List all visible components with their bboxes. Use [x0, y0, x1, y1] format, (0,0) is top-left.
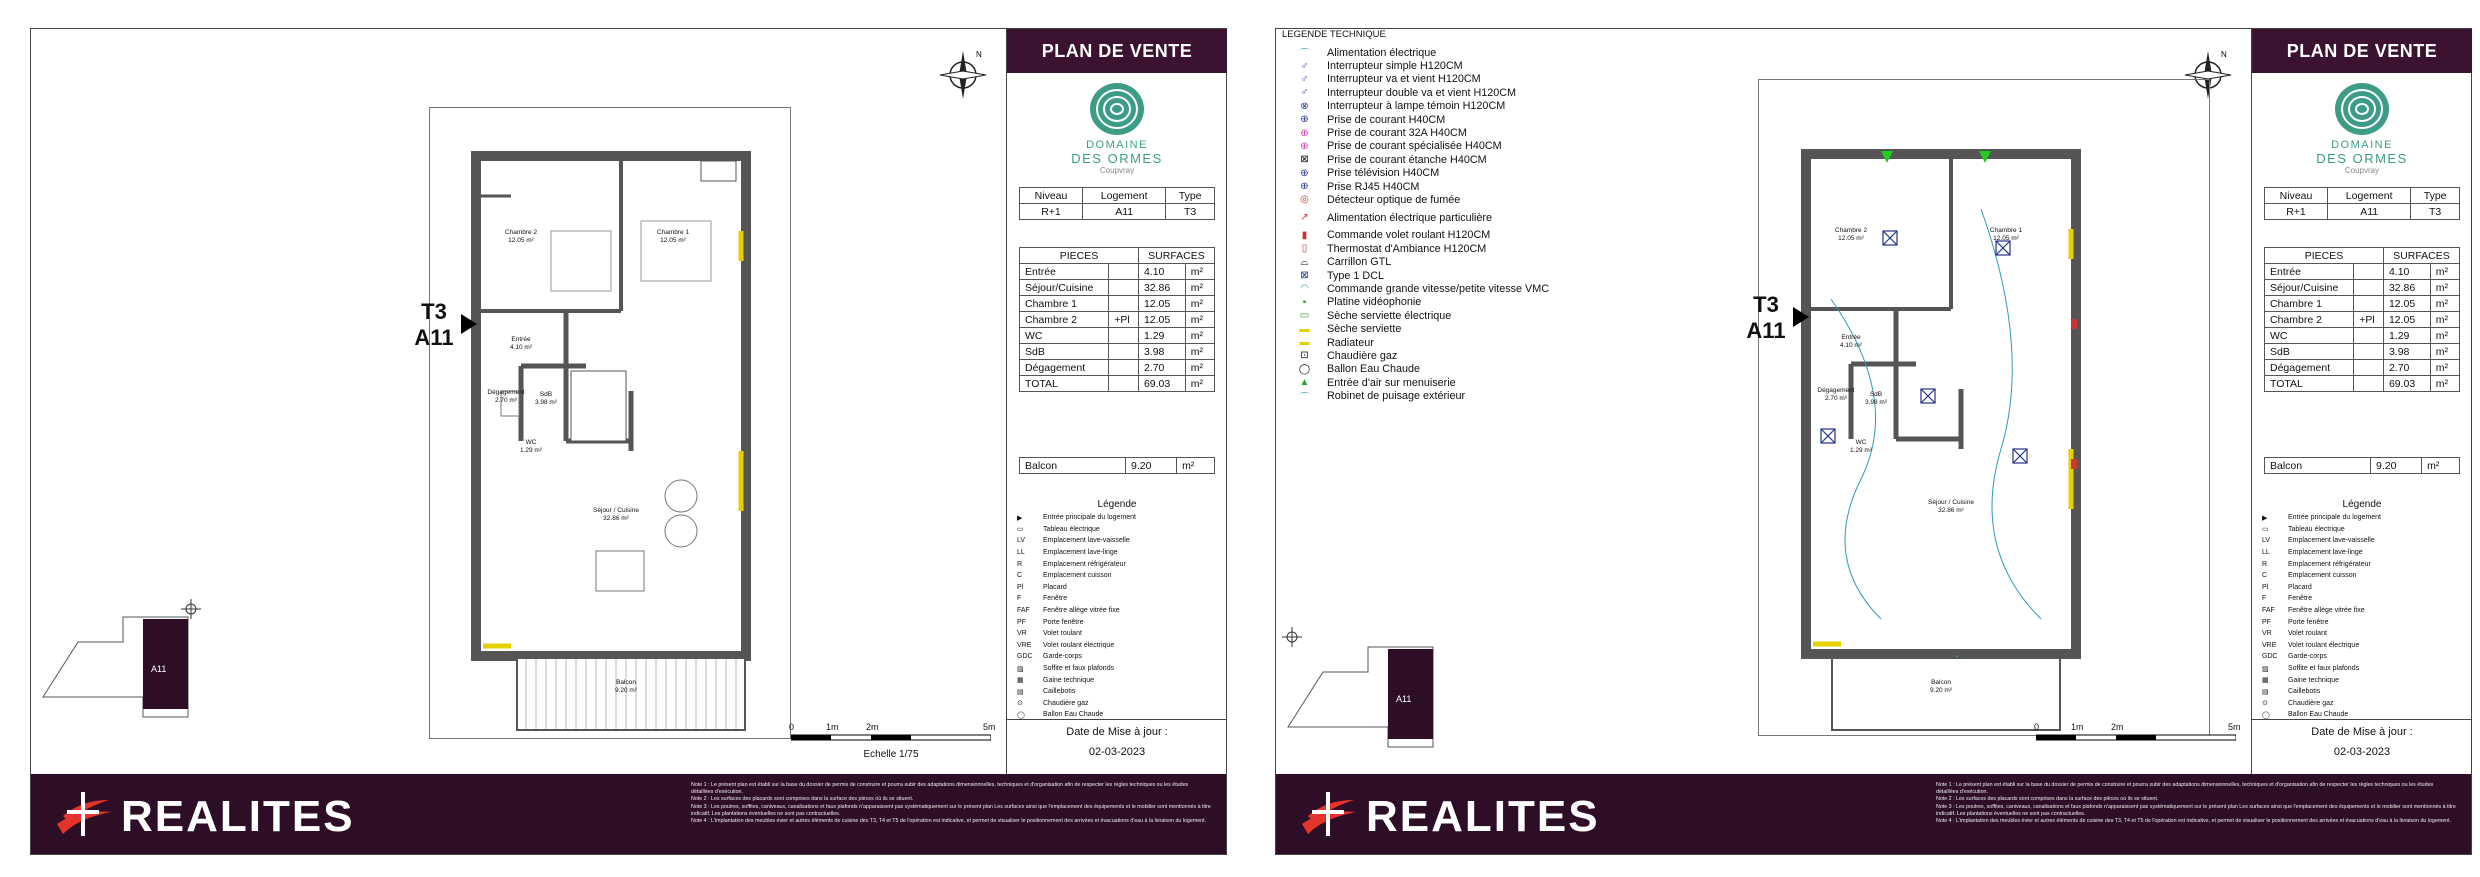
tech-legend-item: ⊗ Interrupteur à lampe témoin H120CM: [1282, 100, 1602, 113]
key-plan: [1278, 627, 1448, 752]
switch-icon: ♂: [1300, 60, 1309, 72]
date-label: Date de Mise à jour :: [1066, 726, 1168, 738]
svg-text:N: N: [2221, 50, 2227, 59]
legend-item: GDC Garde-corps: [1017, 653, 1082, 661]
special-power-icon: ↗: [1300, 212, 1309, 224]
tech-legend-item: ▬ Sèche serviette: [1282, 322, 1602, 335]
room-label-sdb: SdB 3.98 m²: [534, 391, 558, 406]
room-label-chambre1: Chambre 1 12.05 m²: [656, 229, 690, 244]
unit-label: T3 A11: [1746, 292, 1786, 343]
tech-legend-item: ▮ Commande volet roulant H120CM: [1282, 229, 1602, 242]
legend-item: VRE Volet roulant électrique: [2262, 641, 2360, 649]
compass-icon: [936, 47, 991, 102]
tech-legend-item: ◯ Ballon Eau Chaude: [1282, 363, 1602, 376]
key-plan: [33, 597, 203, 722]
footer: [31, 774, 1226, 854]
tech-legend-item: ⊕ Prise de courant H40CM: [1282, 113, 1602, 126]
domaine-des-ormes-logo-icon: [2333, 81, 2391, 137]
legend-item: LL Emplacement lave-linge: [1017, 549, 1118, 557]
room-label-chambre2: Chambre 2 12.05 m²: [1834, 227, 1868, 242]
boiler-icon: ⊡: [1300, 350, 1309, 362]
room-label-entree: Entrée 4.10 m²: [1839, 334, 1863, 349]
info-value: T3: [1166, 204, 1215, 220]
keyplan-compass-icon: [1282, 627, 1302, 647]
table-row: Séjour/Cuisine 32.86 m²: [1020, 280, 1215, 296]
info-value: A11: [1083, 204, 1166, 220]
tech-legend: [1282, 29, 1602, 403]
legend-item: ⊙ Chaudière gaz: [1017, 699, 1089, 708]
scale-tick: 2m: [866, 722, 879, 732]
towel-dryer-icon: ▬: [1299, 323, 1310, 335]
scale-bar: [789, 719, 996, 760]
legend-item: PF Porte fenêtre: [2262, 618, 2329, 626]
table-row: Balcon 9.20 m²: [2265, 458, 2460, 474]
room-label-balcon: Balcon 9.20 m²: [614, 679, 638, 694]
legend-item: ▦ Gaine technique: [1017, 676, 1094, 685]
room-label-wc: WC 1.29 m²: [519, 439, 543, 454]
table-row: Chambre 2 +Pl 12.05 m²: [2265, 312, 2460, 328]
legend-item: VR Volet roulant: [2262, 630, 2327, 638]
socket-icon: ⊕: [1300, 114, 1309, 126]
scale-tick: 0: [2034, 722, 2040, 732]
tv-socket-icon: ⊕: [1300, 167, 1309, 179]
info-table: Niveau Logement Type R+1 A11 T3: [2264, 187, 2460, 220]
table-row: WC 1.29 m²: [2265, 328, 2460, 344]
realites-wordmark: REALITES: [121, 792, 355, 841]
surfaces-header: SURFACES: [1138, 248, 1214, 264]
legend-item: Pl Placard: [1017, 583, 1067, 591]
socket-icon: ⊕: [1300, 140, 1309, 152]
realites-wordmark: REALITES: [1366, 792, 1600, 841]
info-value: R+1: [1020, 204, 1083, 220]
sidebar-title: PLAN DE VENTE: [2252, 29, 2472, 73]
footer-notes: Note 1 : Le présent plan est établi sur la base du dossier de permis de construire et pourra subir des adaptations dimensionnelles, techniques et d'organisation afin de respecter les règles techniques ou les études détaillées d'exécution. Note 2 : Les surfaces des placards sont comprises dans la surface des pièces où ils se situent. Note 3 : Les poutres, soffites, caniveaux, canalisations et faux plafonds n'apparaissent pas systématiquement sur le présent plan Les surfaces ainsi que l'emplacement des équipements et le mobilier sont mentionnés à titre indicatif. Les plantations éventuelles ne sont pas contractuelles. Note 4 : L'implantation des meubles évier et autres éléments de cuisine des T3, T4 et T5 de l'opération est indicative, et permet de visualiser le positionnement des arrivées et évacuations d'eau à la livraison du logement.: [1936, 782, 2456, 825]
tech-legend-item: ◠ Commande grande vitesse/petite vitesse VMC: [1282, 282, 1602, 295]
sheet-plan-de-vente: [30, 28, 1227, 855]
brand-line1: DOMAINE: [2331, 139, 2393, 151]
sidebar: [2251, 29, 2472, 774]
balcony-plan: [516, 657, 746, 732]
table-row: TOTAL 69.03 m²: [2265, 376, 2460, 392]
legend-item: VRE Volet roulant électrique: [1017, 641, 1115, 649]
towel-dryer-icon: ▭: [1299, 310, 1310, 322]
tech-legend-item: ♂ Interrupteur double va et vient H120CM: [1282, 86, 1602, 99]
date-value: 02-03-2023: [1088, 746, 1146, 758]
legend-item: ▨ Soffite et faux plafonds: [2262, 665, 2360, 673]
brand-line2: DES ORMES: [2316, 151, 2408, 166]
tech-legend-item: ▲ Entrée d'air sur menuiserie: [1282, 376, 1602, 389]
table-row: Balcon 9.20 m²: [1020, 458, 1215, 474]
info-header: Logement: [1083, 188, 1166, 204]
svg-text:A11: A11: [151, 664, 167, 674]
legend-title: Légende: [1097, 499, 1137, 510]
footer-note: Note 2 : Les surfaces des placards sont comprises dans la surface des pièces où ils se situent.: [691, 796, 914, 803]
room-label-balcon: Balcon 9.20 m²: [1929, 679, 1953, 694]
legend-item: R Emplacement réfrigérateur: [2262, 560, 2371, 568]
legend-item: FAF Fenêtre allège vitrée fixe: [2262, 607, 2365, 615]
unit-label: T3 A11: [414, 299, 454, 350]
date-box: Date de Mise à jour : 02-03-2023: [2252, 719, 2472, 758]
outdoor-tap-icon: ⌒: [1299, 392, 1310, 404]
balcony-plan: [1831, 657, 2061, 732]
legend-item: ⊙ Chaudière gaz: [2262, 699, 2334, 708]
room-label-chambre1: Chambre 1 12.05 m²: [1989, 227, 2023, 242]
svg-text:A11: A11: [1396, 694, 1412, 704]
legend-item: ▤ Caillebotis: [2262, 688, 2321, 696]
domaine-des-ormes-logo-icon: [1088, 81, 1146, 137]
surfaces-table: [1019, 247, 1215, 392]
room-label-sejour: Séjour / Cuisine 32.86 m²: [1928, 499, 1974, 514]
sheet-plan-technique: [1275, 28, 2472, 855]
legend-item: GDC Garde-corps: [2262, 653, 2327, 661]
tech-legend-item: ▬ Radiateur: [1282, 336, 1602, 349]
smoke-detector-icon: ◎: [1300, 194, 1309, 206]
tech-legend-item: ◎ Détecteur optique de fumée: [1282, 193, 1602, 206]
tech-legend-item: ⌒ Robinet de puisage extérieur: [1282, 389, 1602, 402]
tech-legend-item: ⊡ Chaudière gaz: [1282, 349, 1602, 362]
switch-icon: ♂: [1300, 87, 1309, 99]
scale-tick: 1m: [2071, 722, 2084, 732]
tech-legend-item: ⊕ Prise RJ45 H40CM: [1282, 180, 1602, 193]
tech-legend-item: ▪ Platine vidéophonie: [1282, 296, 1602, 309]
tech-legend-item: ⊠ Prise de courant étanche H40CM: [1282, 153, 1602, 166]
videophone-icon: ▪: [1302, 296, 1307, 308]
legend-item: C Emplacement cuisson: [2262, 572, 2357, 580]
room-label-degagement: Dégagement 2.70 m²: [487, 389, 525, 404]
scale-bar: [2034, 719, 2241, 759]
table-row: Chambre 2 +Pl 12.05 m²: [1020, 312, 1215, 328]
tech-legend-item: ♂ Interrupteur va et vient H120CM: [1282, 73, 1602, 86]
tech-legend-item: ⊕ Prise de courant 32A H40CM: [1282, 126, 1602, 139]
dcl-icon: ⊠: [1300, 270, 1309, 282]
sidebar: [1006, 29, 1227, 774]
table-row: SdB 3.98 m²: [2265, 344, 2460, 360]
legend-item: ◯ Ballon Eau Chaude: [1017, 711, 1104, 719]
tech-legend-item: ▭ Sèche serviette électrique: [1282, 309, 1602, 322]
scale-tick: 0: [789, 722, 795, 732]
footer: [1276, 774, 2471, 854]
footer-note: Note 4 : L'implantation des meubles évier et autres éléments de cuisine des T3, T4 et T5 de l'opération est indicative, et permet de visualiser le positionnement des arrivées et évacuations d'eau à la livraison du logement.: [691, 818, 1207, 825]
table-row: Chambre 1 12.05 m²: [2265, 296, 2460, 312]
table-row: WC 1.29 m²: [1020, 328, 1215, 344]
tech-legend-item: ⊕ Prise télévision H40CM: [1282, 167, 1602, 180]
legend-item: LL Emplacement lave-linge: [2262, 549, 2363, 557]
legend-item: LV Emplacement lave-vaisselle: [1017, 537, 1130, 545]
socket-icon: ⊕: [1300, 127, 1309, 139]
info-header: Type: [1166, 188, 1215, 204]
info-header: Niveau: [1020, 188, 1083, 204]
legend-item: ◯ Ballon Eau Chaude: [2262, 711, 2349, 719]
brand-line3: Coupvray: [1099, 166, 1135, 175]
legend-item: ▤ Caillebotis: [1017, 688, 1076, 696]
keyplan-compass-icon: [181, 599, 201, 619]
brand-line1: DOMAINE: [1086, 139, 1148, 151]
svg-text:N: N: [976, 50, 982, 59]
tech-legend-item: ⌒ Alimentation électrique: [1282, 46, 1602, 59]
realites-logo-icon: [53, 788, 115, 840]
shutter-control-icon: ▮: [1301, 229, 1308, 241]
table-row: TOTAL 69.03 m²: [1020, 376, 1215, 392]
legend-item: VR Volet roulant: [1017, 630, 1082, 638]
brand-line2: DES ORMES: [1071, 151, 1163, 166]
balcony-table: [2264, 457, 2460, 474]
vmc-icon: ◠: [1300, 283, 1309, 295]
scale-tick: 5m: [2228, 722, 2241, 732]
switch-icon: ⊗: [1300, 100, 1309, 112]
table-row: SdB 3.98 m²: [1020, 344, 1215, 360]
realites-logo-icon: [1298, 788, 1360, 840]
scale-tick: 2m: [2111, 722, 2124, 732]
footer-notes: [691, 782, 1211, 825]
legend-item: R Emplacement réfrigérateur: [1017, 560, 1126, 568]
date-box: [1007, 719, 1227, 758]
legend-item: FAF Fenêtre allège vitrée fixe: [1017, 607, 1120, 615]
legend-item: LV Emplacement lave-vaisselle: [2262, 537, 2375, 545]
table-row: Chambre 1 12.05 m²: [1020, 296, 1215, 312]
surfaces-table: PIECES SURFACES Entrée 4.10 m² Séjour/Cuisine 32.86 m² Chambre 1 12.05 m² Chambre 2 +Pl 12.05 m² WC 1.29 m² SdB 3.98 m² Dégagement 2.70 m² TOTAL 69.03 m²: [2264, 247, 2460, 392]
tech-legend-item: ⊕ Prise de courant spécialisée H40CM: [1282, 140, 1602, 153]
legend-item: Pl Placard: [2262, 583, 2312, 591]
plan-area: [31, 29, 1006, 774]
legend-item: F Fenêtre: [1017, 595, 1068, 603]
rj45-icon: ⊕: [1300, 181, 1309, 193]
bell-icon: ⌓: [1300, 256, 1309, 268]
power-supply-icon: ⌒: [1299, 49, 1310, 61]
tech-legend-title: LEGENDE TECHNIQUE: [1282, 29, 1386, 40]
switch-icon: ♂: [1300, 73, 1309, 85]
room-label-sejour: Séjour / Cuisine 32.86 m²: [593, 507, 639, 522]
tech-legend-item: ⊠ Type 1 DCL: [1282, 269, 1602, 282]
legend-item: ▦ Gaine technique: [2262, 676, 2339, 685]
main-entrance-arrow-icon: [461, 314, 477, 334]
water-heater-icon: ◯: [1298, 363, 1311, 375]
table-row: Séjour/Cuisine 32.86 m²: [2265, 280, 2460, 296]
legend-item: ▶ Entrée principale du logement: [2262, 514, 2382, 522]
legend: [1017, 499, 1217, 721]
room-label-wc: WC 1.29 m²: [1849, 439, 1873, 454]
air-inlet-icon: ▲: [1299, 377, 1310, 389]
legend-item: ▭ Tableau électrique: [1017, 525, 1100, 534]
footer-note: Note 1 : Le présent plan est établi sur la base du dossier de permis de construire et pourra subir des adaptations dimensionnelles, techniques et d'organisation afin de respecter les règles techniques ou les études détaillées d'exécution.: [691, 782, 1189, 796]
main-entrance-arrow-icon: [1793, 307, 1809, 327]
plan-area-technique: [1276, 29, 2251, 774]
info-table: [1019, 187, 1215, 220]
legend: Légende ▶ Entrée principale du logement ▭ Tableau électrique LV Emplacement lave-vaisselle LL Emplacement lave-linge R Emplacement réfrigérateur C Emplacement cuisson Pl Placard F Fenêtre FAF Fenêtre allège vitrée fixe PF Porte fenêtre VR Volet roulant VRE Volet roulant électrique GDC Garde-corps ▨ Soffite et faux plafonds ▦ Gaine technique ▤ Caillebotis ⊙ Chaudière gaz ◯ Ballon Eau Chaude: [2262, 499, 2462, 721]
room-label-degagement: Dégagement 2.70 m²: [1817, 387, 1855, 402]
legend-item: C Emplacement cuisson: [1017, 572, 1112, 580]
scale-tick: 1m: [826, 722, 839, 732]
legend-item: ▭ Tableau électrique: [2262, 525, 2345, 534]
sidebar-title: PLAN DE VENTE: [1007, 29, 1227, 73]
tech-legend-item: ♂ Interrupteur simple H120CM: [1282, 59, 1602, 72]
table-row: Dégagement 2.70 m²: [2265, 360, 2460, 376]
thermostat-icon: ▯: [1301, 243, 1308, 255]
scale-label: Echelle 1/75: [863, 749, 919, 760]
footer-note: Note 3 : Les poutres, soffites, caniveaux, canalisations et faux plafonds n'apparaissent pas systématiquement sur le présent plan Les surfaces ainsi que l'emplacement des équipements et le mobilier sont mentionnés à titre indicatif. Les plantations éventuelles ne sont pas contractuelles.: [691, 803, 1211, 817]
table-row: Entrée 4.10 m²: [2265, 264, 2460, 280]
legend-item: ▨ Soffite et faux plafonds: [1017, 665, 1115, 673]
scale-tick: 5m: [983, 722, 996, 732]
surfaces-header: PIECES: [1020, 248, 1139, 264]
table-row: Dégagement 2.70 m²: [1020, 360, 1215, 376]
socket-icon: ⊠: [1300, 154, 1309, 166]
legend-item: PF Porte fenêtre: [1017, 618, 1084, 626]
room-label-sdb: SdB 3.98 m²: [1864, 391, 1888, 406]
table-row: Entrée 4.10 m²: [1020, 264, 1215, 280]
room-label-entree: Entrée 4.10 m²: [509, 336, 533, 351]
tech-legend-item: ▯ Thermostat d'Ambiance H120CM: [1282, 242, 1602, 255]
tech-legend-item: ⌓ Carrillon GTL: [1282, 255, 1602, 268]
tech-legend-item: ↗ Alimentation électrique particulière: [1282, 207, 1602, 229]
legend-item: F Fenêtre: [2262, 595, 2313, 603]
balcony-table: [1019, 457, 1215, 474]
radiator-icon: ▬: [1299, 337, 1310, 348]
legend-item: ▶ Entrée principale du logement: [1017, 514, 1137, 522]
brand-line3: Coupvray: [2344, 166, 2380, 175]
room-label-chambre2: Chambre 2 12.05 m²: [504, 229, 538, 244]
